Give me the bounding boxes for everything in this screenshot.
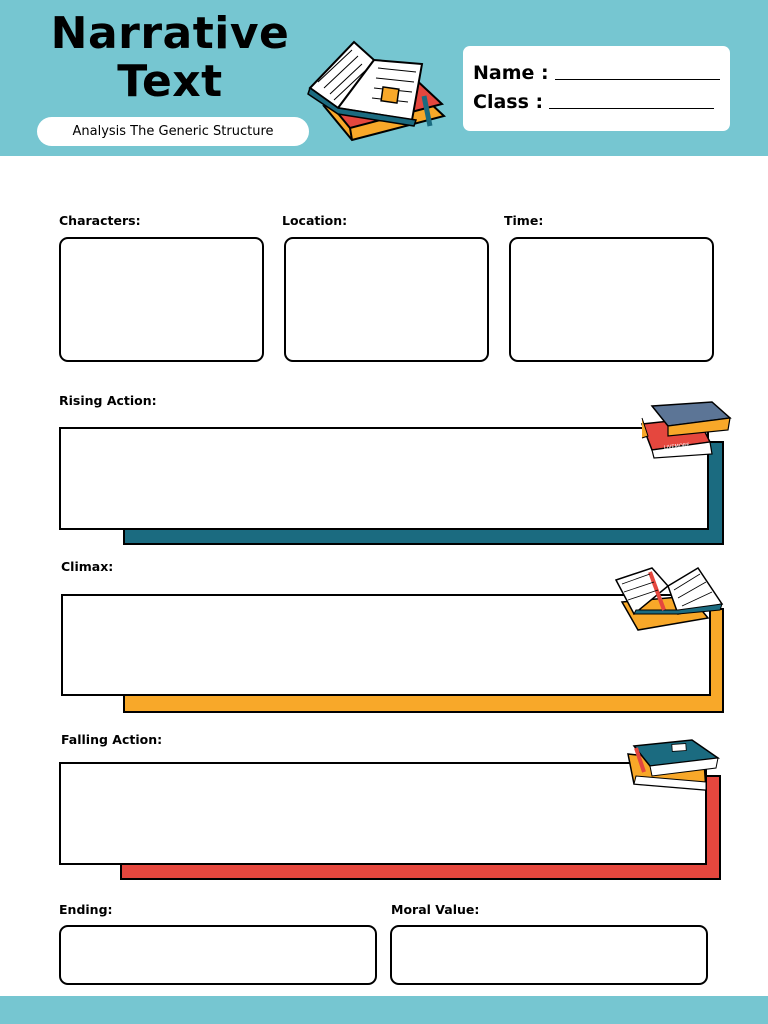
ending-label: Ending: [59, 902, 113, 917]
ending-box[interactable] [59, 925, 377, 985]
characters-label: Characters: [59, 213, 141, 228]
class-label: Class : [473, 91, 544, 113]
name-row [473, 62, 720, 84]
falling-action-label: Falling Action: [61, 732, 163, 747]
moral-value-label: Moral Value: [391, 902, 480, 917]
location-label: Location: [282, 213, 348, 228]
time-label: Time: [504, 213, 544, 228]
falling-action-box[interactable] [59, 762, 707, 865]
subtitle-pill [37, 117, 309, 146]
class-row [473, 91, 714, 113]
open-book-icon [304, 36, 449, 146]
book-badge-text: LIVEMORE [663, 442, 690, 451]
location-box[interactable] [284, 237, 489, 362]
title-line-2: Text [117, 56, 223, 107]
climax-label: Climax: [61, 559, 114, 574]
moral-value-box[interactable] [390, 925, 708, 985]
header-banner [0, 0, 768, 156]
rising-action-label: Rising Action: [59, 393, 157, 408]
book-stack-icon [624, 736, 724, 796]
name-input-line[interactable] [555, 78, 720, 80]
open-book-stack-icon [612, 564, 727, 634]
class-input-line[interactable] [549, 107, 714, 109]
title-line-1: Narrative [50, 8, 290, 59]
characters-box[interactable] [59, 237, 264, 362]
closed-books-icon [638, 398, 733, 460]
footer-band [0, 996, 768, 1024]
time-box[interactable] [509, 237, 714, 362]
rising-action-box[interactable] [59, 427, 709, 530]
page-title [20, 10, 320, 106]
name-class-box [463, 46, 730, 131]
name-label: Name : [473, 62, 549, 84]
subtitle-text: Analysis The Generic Structure [72, 124, 274, 139]
